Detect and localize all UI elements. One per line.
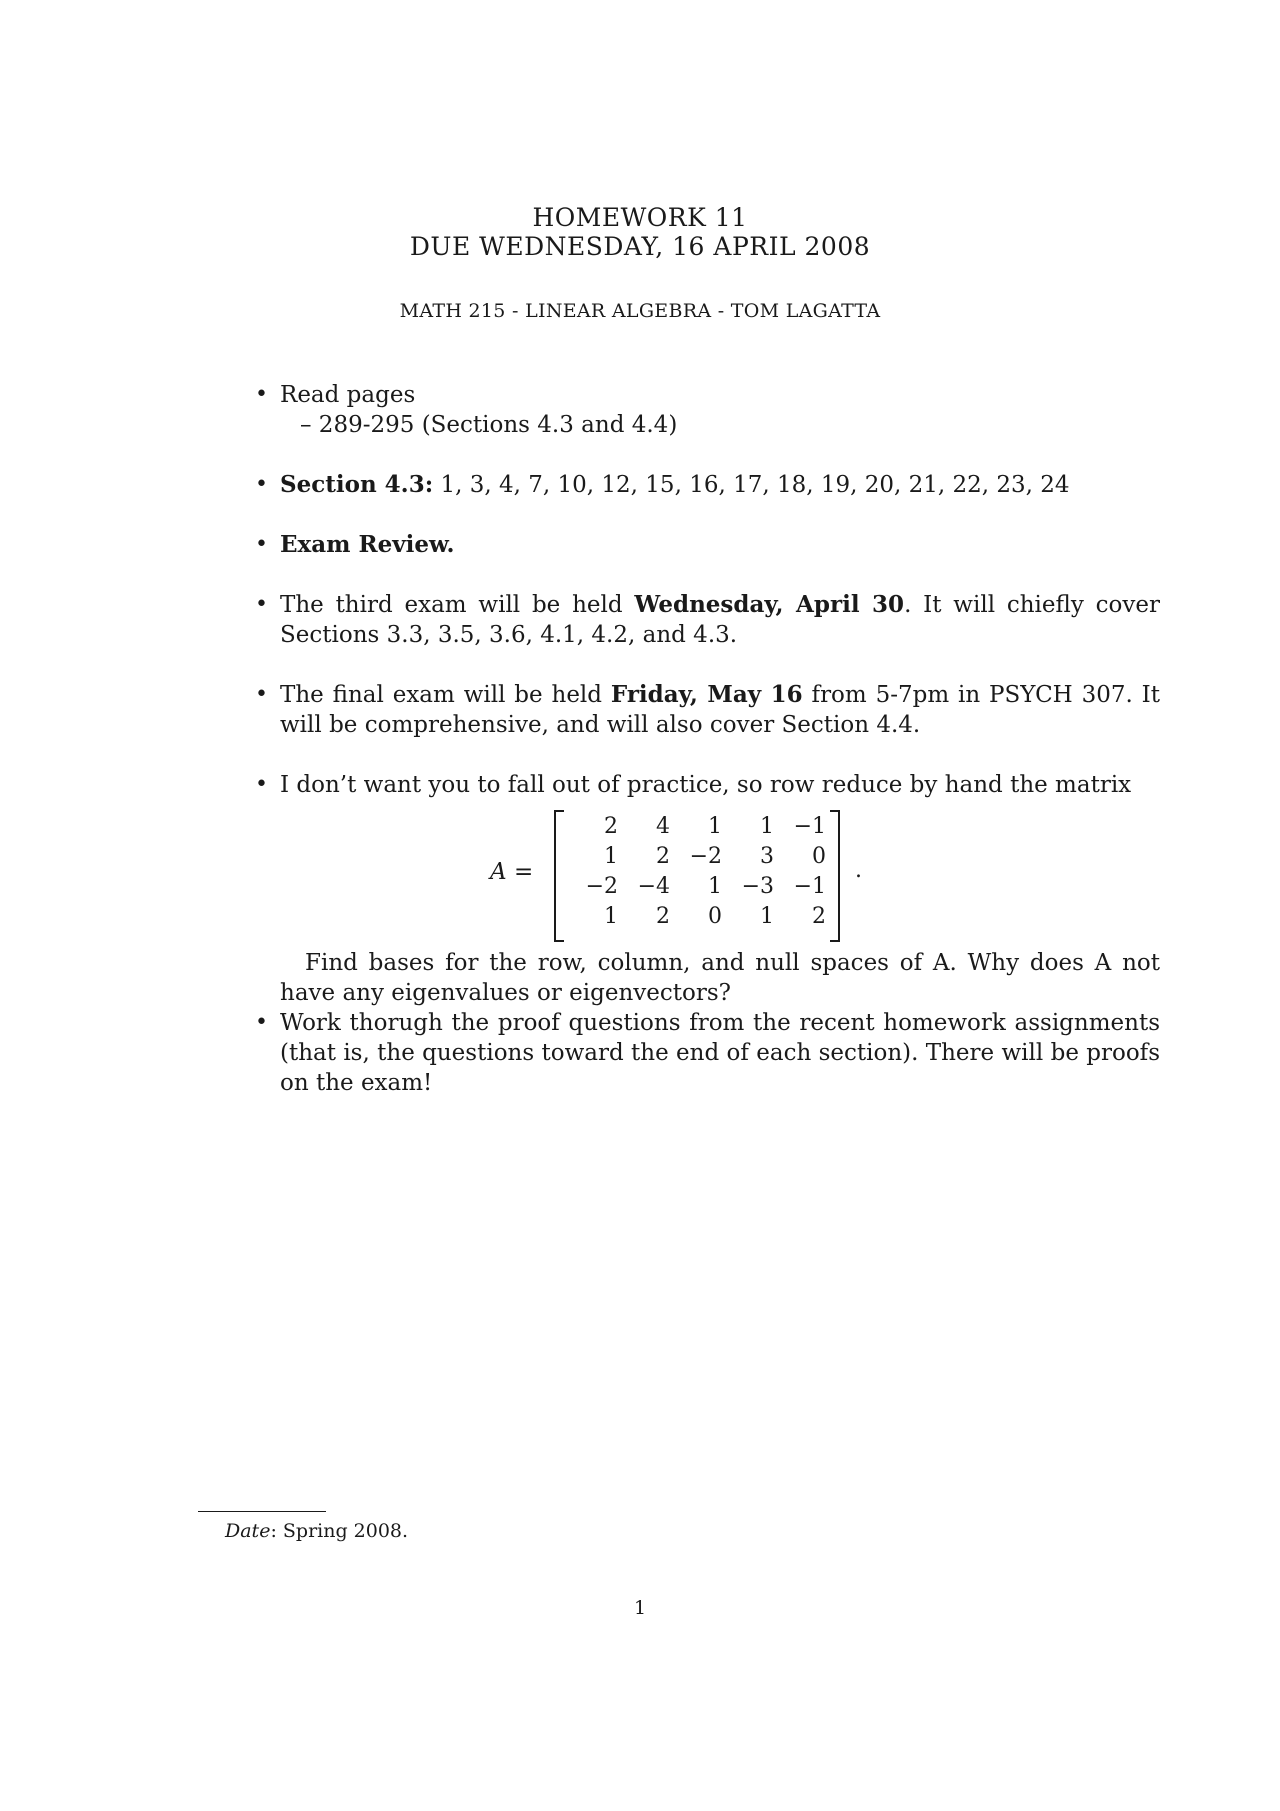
matrix-entry: −1 (793, 874, 826, 899)
read-pages-item (255, 380, 1160, 410)
bullet-icon: • (255, 1010, 268, 1035)
matrix-entry: 1 (708, 874, 722, 899)
matrix-entry: 2 (604, 814, 618, 839)
matrix-row (570, 902, 830, 932)
page-number: 1 (633, 1597, 647, 1619)
footnote-rule (198, 1511, 326, 1512)
bullet-icon: • (255, 532, 268, 557)
third-exam-date: Wednesday, April 30 (634, 591, 905, 618)
practice-intro: I don’t want you to fall out of practice, so row reduce by hand the matrix (280, 772, 1132, 798)
matrix-entry: 1 (760, 814, 774, 839)
matrix-period: . (855, 858, 862, 883)
matrix-entry: 1 (708, 814, 722, 839)
matrix-entry: 4 (656, 814, 670, 839)
read-pages-text: Read pages (280, 382, 416, 408)
matrix-entry: −2 (689, 844, 722, 869)
matrix-entry: −3 (741, 874, 774, 899)
matrix-entry: 1 (604, 904, 618, 929)
course-subtitle: MATH 215 - LINEAR ALGEBRA - TOM LAGATTA (399, 300, 881, 322)
matrix-entry: 2 (812, 904, 826, 929)
matrix-entry: 1 (604, 844, 618, 869)
bullet-icon: • (255, 592, 268, 617)
matrix-entry: −1 (793, 814, 826, 839)
date-value: : Spring 2008. (270, 1520, 409, 1542)
footnote-date (225, 1520, 408, 1542)
matrix-entry: 1 (760, 904, 774, 929)
date-label: Date (225, 1520, 271, 1542)
left-bracket (554, 810, 564, 942)
matrix-entry: −2 (585, 874, 618, 899)
matrix-row (570, 842, 830, 872)
right-bracket (830, 810, 840, 942)
practice-followup: Find bases for the row, column, and null spaces of A. Why does A not have any eigenvalues or eigenvectors? (280, 950, 1160, 1006)
matrix-label (490, 859, 533, 885)
section-label: Section 4.3: (280, 471, 434, 498)
matrix-equals: = (513, 859, 534, 885)
due-date-title: DUE WEDNESDAY, 16 APRIL 2008 (409, 232, 871, 261)
third-exam-pre: The third exam will be held (280, 592, 635, 618)
final-exam-post: from 5-7pm in PSYCH 307. It will be comprehensive, and will also cover Section 4.4. (280, 682, 1160, 738)
final-exam-item (255, 680, 1160, 740)
final-exam-pre: The final exam will be held (280, 682, 611, 708)
homework-title: HOMEWORK 11 (532, 203, 748, 232)
matrix-entry: 0 (812, 844, 826, 869)
proofs-item (255, 1008, 1160, 1098)
final-exam-date: Friday, May 16 (610, 681, 803, 708)
read-pages-range: – 289-295 (Sections 4.3 and 4.4) (300, 412, 678, 438)
matrix-entry: 0 (708, 904, 722, 929)
bullet-icon: • (255, 682, 268, 707)
third-exam-item (255, 590, 1160, 650)
matrix-entry: 2 (656, 844, 670, 869)
matrix-entry: 3 (760, 844, 774, 869)
matrix-entries (570, 812, 830, 932)
matrix-entry: −4 (637, 874, 670, 899)
exam-review-heading: Exam Review. (280, 531, 455, 558)
matrix-row (570, 812, 830, 842)
matrix-row (570, 872, 830, 902)
exam-review-item (255, 530, 1160, 560)
bullet-icon: • (255, 772, 268, 797)
section-problems-item (255, 470, 1160, 500)
bullet-icon: • (255, 472, 268, 497)
practice-item (255, 770, 1160, 800)
third-exam-post: . It will chiefly cover Sections 3.3, 3.5, 3.6, 4.1, 4.2, and 4.3. (280, 592, 1160, 648)
proofs-text: Work thorugh the proof questions from the recent homework assignments (that is, the questions toward the end of each section). There will be proofs on the exam! (280, 1010, 1160, 1096)
matrix-entry: 2 (656, 904, 670, 929)
section-problem-list: 1, 3, 4, 7, 10, 12, 15, 16, 17, 18, 19, 20, 21, 22, 23, 24 (440, 472, 1070, 498)
bullet-icon: • (255, 382, 268, 407)
matrix-name: A (490, 859, 507, 885)
matrix-a (490, 810, 890, 940)
